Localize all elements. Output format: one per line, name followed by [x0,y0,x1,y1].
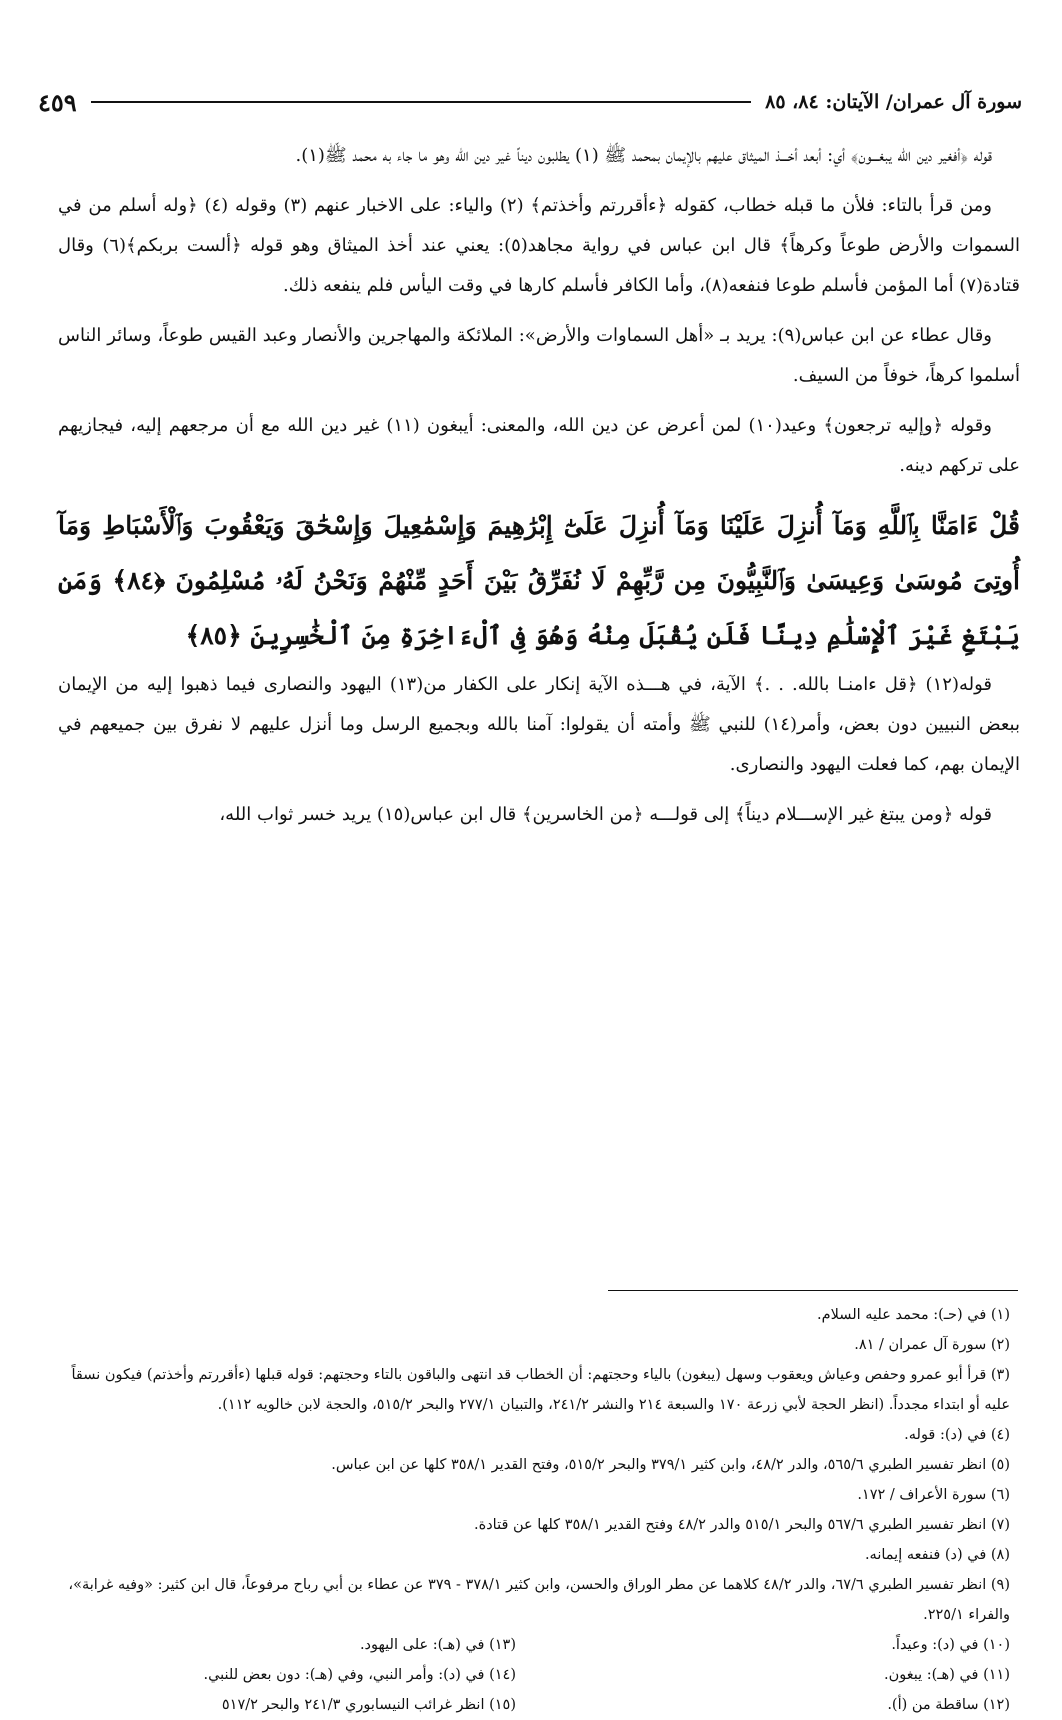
running-title: سورة آل عمران/ الآيتان: ٨٤، ٨٥ [765,91,1022,113]
footnote-1: (١) في (حـ): محمد عليه السلام. [817,1307,1010,1323]
footnote-11: (١١) في (هـ): يبغون. [884,1667,1010,1683]
header-rule [91,101,751,103]
page-number: ٤٥٩ [38,87,77,117]
footnote-3: (٣) قرأ أبو عمرو وحفص وعياش ويعقوب وسهل (يبغون) بالياء وحجتهم: أن الخطاب قد انتهى والباقون بالتاء وحجتهم: قوله قبلها (ءأقررتم وأخذتم) فيكون نسقاً عليه أو ابتداء مجدداً. (انظر الحجة لأبي زرعة ١٧٠ والسبعة ٢١٤ والنشر ٢٤١/٢، والتبيان ٢٧٧/١ والبحر ٥١٥/٢، والحجة لابن خالويه ١١٢). [71,1367,1010,1413]
footnote-13: (١٣) في (هـ): على اليهود. [359,1637,516,1653]
paragraph-2: ومن قرأ بالتاء: فلأن ما قبله خطاب، كقوله ﴿ءأقررتم وأخذتم﴾ (٢) والياء: على الاخبار عنهم (٣) وقوله (٤) ﴿وله أسلم من في السموات والأرض طوعاً وكرهاً﴾ قال ابن عباس في رواية مجاهد(٥): يعني عند أخذ الميثاق وهو قوله ﴿ألست بربكم﴾(٦) وقال قتادة(٧) أما المؤمن فأسلم طوعا فنفعه(٨)، وأما الكافر فأسلم كارها في وقت اليأس فلم ينفعه ذلك. [58,195,1020,296]
footnote-8: (٨) في (د) فنفعه إيمانه. [864,1547,1010,1563]
footnote-2: (٢) سورة آل عمران / ٨١. [854,1337,1010,1353]
paragraph-1: قوله ﴿أفغير دين الله يبغـــون﴾ أي: أبعد أخـــذ الميثاق عليهم بالإيمان بمحمد ﷺ (١) يطلبون ديناً غير دين الله وهو ما جاء به محمد ﷺ(١). [295,145,992,166]
footnote-10: (١٠) في (د): وعيداً. [891,1637,1010,1653]
footnote-15: (١٥) انظر غرائب النيسابوري ٢٤١/٣ والبحر ٥١٧/٢ [221,1697,516,1713]
footnote-rule [608,1290,1018,1291]
footnote-12: (١٢) ساقطة من (أ). [887,1697,1010,1713]
footnote-columns [42,1630,1010,1720]
footnotes [42,1300,1010,1720]
paragraph-6: قوله ﴿ومن يبتغ غير الإســـلام ديناً﴾ إلى قولـــه ﴿من الخاسرين﴾ قال ابن عباس(١٥) يريد خسر ثواب الله، [219,804,992,825]
main-text [58,136,1020,845]
paragraph-4: وقوله ﴿وإليه ترجعون﴾ وعيد(١٠) لمن أعرض عن دين الله، والمعنى: أيبغون (١١) غير دين الله مع أن مرجعهم إليه، فيجازيهم على تركهم دينه. [58,415,1020,476]
footnote-6: (٦) سورة الأعراف / ١٧٢. [857,1487,1010,1503]
footnote-14: (١٤) في (د): وأمر النبي، وفي (هـ): دون بعض للنبي. [203,1667,516,1683]
page-header [38,86,1022,118]
footnote-4: (٤) في (د): قوله. [904,1427,1010,1443]
quran-verse: قُلْ ءَامَنَّا بِٱللَّهِ وَمَآ أُنزِلَ عَلَيْنَا وَمَآ أُنزِلَ عَلَىٰٓ إِبْرَٰهِيمَ وَإِسْمَٰعِيلَ وَإِسْحَٰقَ وَيَعْقُوبَ وَٱلْأَسْبَاطِ وَمَآ أُوتِىَ مُوسَىٰ وَعِيسَىٰ وَٱلنَّبِيُّونَ مِن رَّبِّهِمْ لَا نُفَرِّقُ بَيْنَ أَحَدٍ مِّنْهُمْ وَنَحْنُ لَهُۥ مُسْلِمُونَ ﴿٨٤﴾ وَمَن يَبْتَغِ غَيْرَ ٱلْإِسْلَٰمِ دِينًا فَلَن يُقْبَلَ مِنْهُ وَهُوَ فِى ٱلْءَاخِرَةِ مِنَ ٱلْخَٰسِرِينَ ﴿٨٥﴾ [58,511,1020,650]
footnote-9: (٩) انظر تفسير الطبري ٦٧/٦، والدر ٤٨/٢ كلاهما عن مطر الوراق والحسن، وابن كثير ٣٧٨/١ - ٣٧٩ عن عطاء بن أبي رباح مرفوعاً، قال ابن كثير: «وفيه غرابة»، والفراء ٢٢٥/١. [68,1577,1010,1623]
footnote-5: (٥) انظر تفسير الطبري ٥٦٥/٦، والدر ٤٨/٢، وابن كثير ٣٧٩/١ والبحر ٥١٥/٢، وفتح القدير ٣٥٨/١ كلها عن ابن عباس. [331,1457,1010,1473]
paragraph-3: وقال عطاء عن ابن عباس(٩): يريد بـ «أهل السماوات والأرض»: الملائكة والمهاجرين والأنصار وعبد القيس طوعاً، وسائر الناس أسلموا كرهاً، خوفاً من السيف. [58,325,1020,386]
paragraph-5: قوله(١٢) ﴿قل ءامنـا بالله. . .﴾ الآية، في هـــذه الآية إنكار على الكفار من(١٣) اليهود والنصارى فيما ذهبوا إليه من الإيمان ببعض النبيين دون بعض، وأمر(١٤) للنبي ﷺ وأمته أن يقولوا: آمنا بالله وبجميع الرسل وما أنزل عليهم لا نفرق بين جميعهم في الإيمان بهم، كما فعلت اليهود والنصارى. [58,674,1020,775]
footnote-7: (٧) انظر تفسير الطبري ٥٦٧/٦ والبحر ٥١٥/١ والدر ٤٨/٢ وفتح القدير ٣٥٨/١ كلها عن قتادة. [473,1517,1010,1533]
